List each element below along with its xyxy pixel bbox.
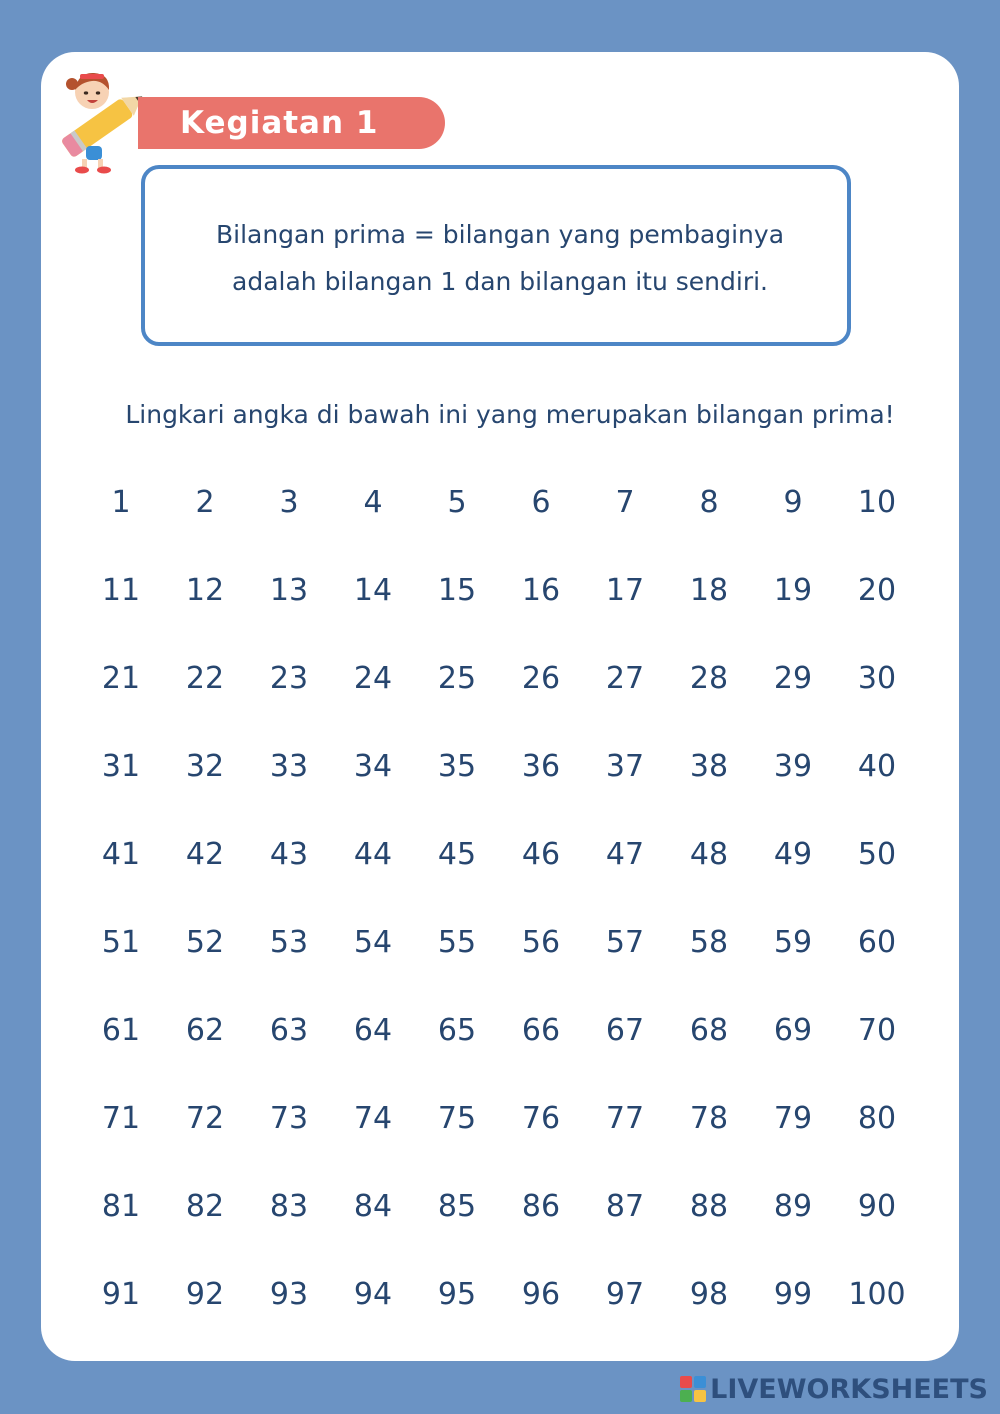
number-cell[interactable]: 78 bbox=[689, 1101, 729, 1136]
number-cell[interactable]: 31 bbox=[101, 749, 141, 784]
number-cell[interactable]: 33 bbox=[269, 749, 309, 784]
number-cell[interactable]: 86 bbox=[521, 1189, 561, 1224]
number-cell[interactable]: 7 bbox=[615, 485, 635, 520]
number-cell[interactable]: 27 bbox=[605, 661, 645, 696]
number-cell[interactable]: 67 bbox=[605, 1013, 645, 1048]
number-cell[interactable]: 23 bbox=[269, 661, 309, 696]
number-cell[interactable]: 65 bbox=[437, 1013, 477, 1048]
number-cell[interactable]: 90 bbox=[857, 1189, 897, 1224]
number-cell[interactable]: 5 bbox=[447, 485, 467, 520]
number-cell[interactable]: 96 bbox=[521, 1277, 561, 1312]
number-cell[interactable]: 98 bbox=[689, 1277, 729, 1312]
number-cell[interactable]: 93 bbox=[269, 1277, 309, 1312]
number-cell[interactable]: 99 bbox=[773, 1277, 813, 1312]
number-cell[interactable]: 81 bbox=[101, 1189, 141, 1224]
number-cell[interactable]: 24 bbox=[353, 661, 393, 696]
number-cell[interactable]: 41 bbox=[101, 837, 141, 872]
number-cell[interactable]: 32 bbox=[185, 749, 225, 784]
number-cell[interactable]: 37 bbox=[605, 749, 645, 784]
number-cell[interactable]: 34 bbox=[353, 749, 393, 784]
instruction-text: Lingkari angka di bawah ini yang merupakan bilangan prima! bbox=[125, 400, 895, 429]
number-cell[interactable]: 26 bbox=[521, 661, 561, 696]
number-cell[interactable]: 91 bbox=[101, 1277, 141, 1312]
number-cell[interactable]: 80 bbox=[857, 1101, 897, 1136]
number-cell[interactable]: 87 bbox=[605, 1189, 645, 1224]
number-cell[interactable]: 40 bbox=[857, 749, 897, 784]
number-cell[interactable]: 19 bbox=[773, 573, 813, 608]
number-cell[interactable]: 42 bbox=[185, 837, 225, 872]
number-cell[interactable]: 45 bbox=[437, 837, 477, 872]
activity-title: Kegiatan 1 bbox=[180, 105, 379, 141]
definition-line-1: Bilangan prima = bilangan yang pembaginya bbox=[215, 220, 785, 249]
number-cell[interactable]: 68 bbox=[689, 1013, 729, 1048]
number-cell[interactable]: 100 bbox=[848, 1277, 906, 1312]
number-cell[interactable]: 21 bbox=[101, 661, 141, 696]
liveworksheets-logo-icon bbox=[680, 1376, 706, 1402]
number-cell[interactable]: 75 bbox=[437, 1101, 477, 1136]
number-cell[interactable]: 63 bbox=[269, 1013, 309, 1048]
number-cell[interactable]: 62 bbox=[185, 1013, 225, 1048]
number-cell[interactable]: 51 bbox=[101, 925, 141, 960]
number-cell[interactable]: 83 bbox=[269, 1189, 309, 1224]
number-cell[interactable]: 47 bbox=[605, 837, 645, 872]
number-cell[interactable]: 76 bbox=[521, 1101, 561, 1136]
number-cell[interactable]: 72 bbox=[185, 1101, 225, 1136]
brand-footer bbox=[680, 1372, 988, 1406]
number-cell[interactable]: 56 bbox=[521, 925, 561, 960]
number-cell[interactable]: 88 bbox=[689, 1189, 729, 1224]
number-cell[interactable]: 57 bbox=[605, 925, 645, 960]
number-cell[interactable]: 29 bbox=[773, 661, 813, 696]
number-cell[interactable]: 69 bbox=[773, 1013, 813, 1048]
number-cell[interactable]: 79 bbox=[773, 1101, 813, 1136]
number-cell[interactable]: 11 bbox=[101, 573, 141, 608]
number-cell[interactable]: 49 bbox=[773, 837, 813, 872]
number-cell[interactable]: 6 bbox=[531, 485, 551, 520]
number-cell[interactable]: 66 bbox=[521, 1013, 561, 1048]
number-cell[interactable]: 3 bbox=[279, 485, 299, 520]
number-cell[interactable]: 18 bbox=[689, 573, 729, 608]
number-cell[interactable]: 28 bbox=[689, 661, 729, 696]
number-cell[interactable]: 74 bbox=[353, 1101, 393, 1136]
number-cell[interactable]: 46 bbox=[521, 837, 561, 872]
number-cell[interactable]: 38 bbox=[689, 749, 729, 784]
number-cell[interactable]: 58 bbox=[689, 925, 729, 960]
number-cell[interactable]: 4 bbox=[363, 485, 383, 520]
number-cell[interactable]: 84 bbox=[353, 1189, 393, 1224]
number-cell[interactable]: 60 bbox=[857, 925, 897, 960]
number-cell[interactable]: 25 bbox=[437, 661, 477, 696]
number-cell[interactable]: 53 bbox=[269, 925, 309, 960]
number-cell[interactable]: 55 bbox=[437, 925, 477, 960]
number-cell[interactable]: 95 bbox=[437, 1277, 477, 1312]
number-cell[interactable]: 13 bbox=[269, 573, 309, 608]
definition-line-2: adalah bilangan 1 dan bilangan itu sendiri. bbox=[232, 267, 768, 296]
number-cell[interactable]: 85 bbox=[437, 1189, 477, 1224]
number-cell[interactable]: 94 bbox=[353, 1277, 393, 1312]
number-cell[interactable]: 9 bbox=[783, 485, 803, 520]
number-cell[interactable]: 22 bbox=[185, 661, 225, 696]
number-cell[interactable]: 43 bbox=[269, 837, 309, 872]
number-cell[interactable]: 71 bbox=[101, 1101, 141, 1136]
number-cell[interactable]: 97 bbox=[605, 1277, 645, 1312]
number-cell[interactable]: 59 bbox=[773, 925, 813, 960]
number-cell[interactable]: 2 bbox=[195, 485, 215, 520]
definition-box bbox=[141, 165, 851, 346]
number-cell[interactable]: 8 bbox=[699, 485, 719, 520]
number-cell[interactable]: 39 bbox=[773, 749, 813, 784]
number-cell[interactable]: 15 bbox=[437, 573, 477, 608]
number-cell[interactable]: 35 bbox=[437, 749, 477, 784]
number-cell[interactable]: 70 bbox=[857, 1013, 897, 1048]
number-cell[interactable]: 30 bbox=[857, 661, 897, 696]
number-cell[interactable]: 44 bbox=[353, 837, 393, 872]
number-cell[interactable]: 64 bbox=[353, 1013, 393, 1048]
number-cell[interactable]: 61 bbox=[101, 1013, 141, 1048]
number-cell[interactable]: 36 bbox=[521, 749, 561, 784]
number-cell[interactable]: 10 bbox=[857, 485, 897, 520]
number-cell[interactable]: 73 bbox=[269, 1101, 309, 1136]
number-cell[interactable]: 77 bbox=[605, 1101, 645, 1136]
number-cell[interactable]: 54 bbox=[353, 925, 393, 960]
number-cell[interactable]: 48 bbox=[689, 837, 729, 872]
number-cell[interactable]: 92 bbox=[185, 1277, 225, 1312]
number-cell[interactable]: 1 bbox=[111, 485, 131, 520]
number-cell[interactable]: 12 bbox=[185, 573, 225, 608]
number-cell[interactable]: 89 bbox=[773, 1189, 813, 1224]
number-cell[interactable]: 82 bbox=[185, 1189, 225, 1224]
number-cell[interactable]: 17 bbox=[605, 573, 645, 608]
brand-logo-text: LIVEWORKSHEETS bbox=[710, 1373, 988, 1405]
number-cell[interactable]: 14 bbox=[353, 573, 393, 608]
number-cell[interactable]: 16 bbox=[521, 573, 561, 608]
number-cell[interactable]: 52 bbox=[185, 925, 225, 960]
number-cell[interactable]: 50 bbox=[857, 837, 897, 872]
number-cell[interactable]: 20 bbox=[857, 573, 897, 608]
